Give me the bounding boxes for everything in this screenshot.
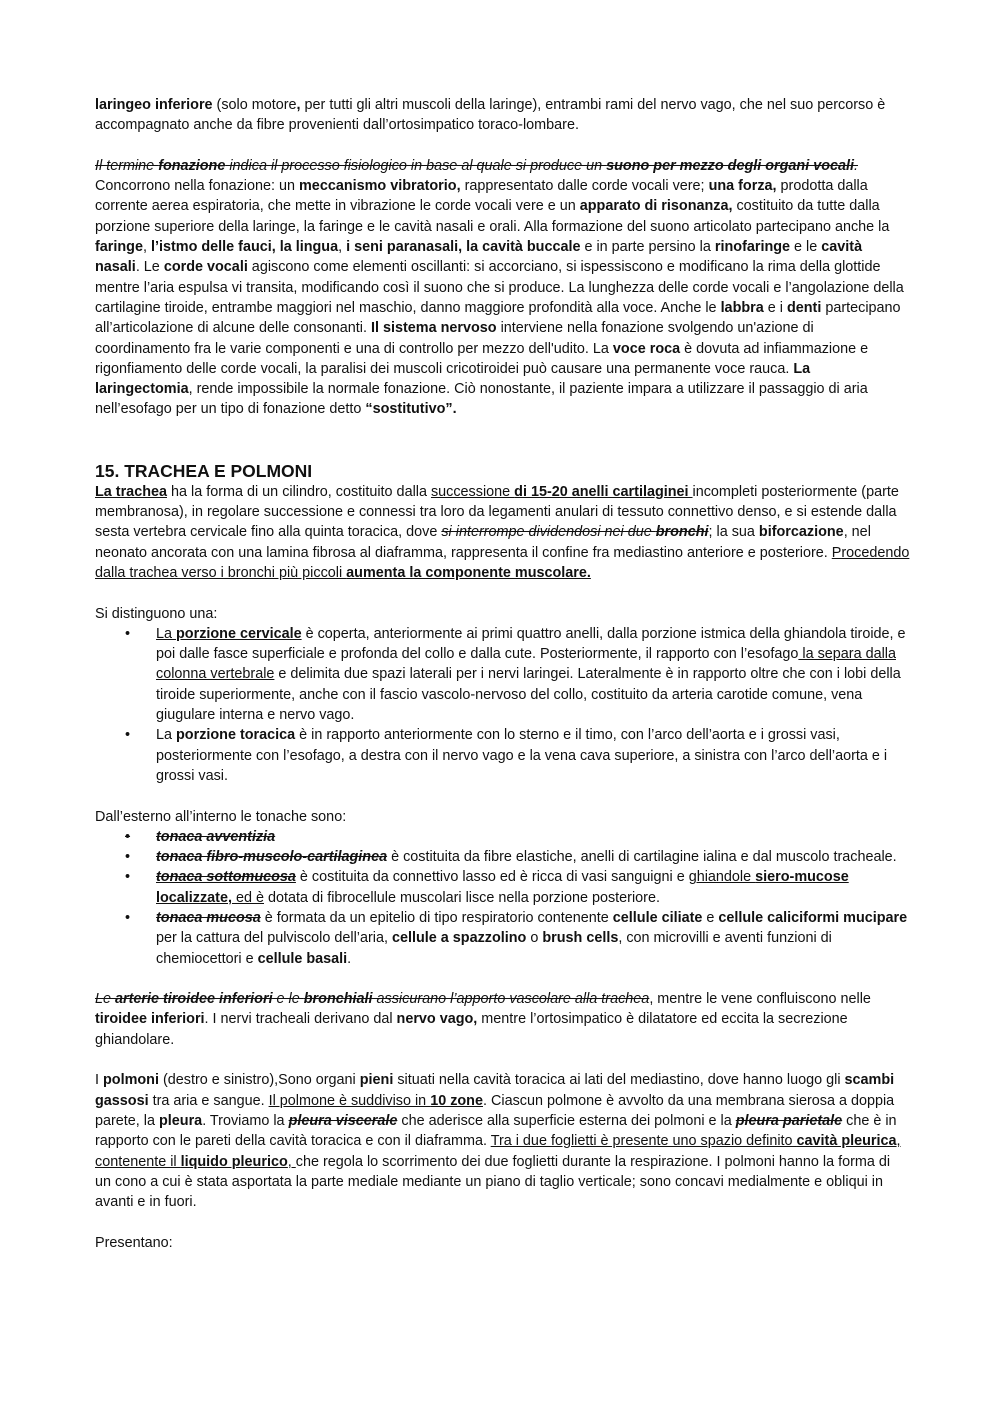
list-item: • tonaca sottomucosa è costituita da connettivo lasso ed è ricca di vasi sanguigni e ghiandole siero-mucose localizzate, ed è dotata di fibrocellule muscolari lisce nella porzione posteriore. [95, 867, 910, 908]
spacer [95, 136, 910, 156]
paragraph-fonazione: Il termine fonazione indica il processo fisiologico in base al quale si produce un suono per mezzo degli organi vocali. Concorrono nella fonazione: un meccanismo vibratorio, rappresentato dalle corde vocali vere; una forza, prodotta dalla corrente aerea espiratoria, che mette in vibrazione le corde vocali vere e un apparato di risonanza, costituito da tutte dalla porzione superiore della laringe, la faringe e le cavità nasali e orali. Alla formazione del suono articolato partecipano anche la faringe, l’istmo delle fauci, la lingua, i seni paranasali, la cavità buccale e in parte persino la rinofaringe e le cavità nasali. Le corde vocali agiscono come elementi oscillanti: si accorciano, si ispessiscono e modificano la rima della glottide mentre l’aria espulsa vi transita, modificando così il suono che si produce. La lunghezza delle corde vocali e l’angolazione della cartilagine tiroide, entrambe maggiori nel maschio, danno maggiore profondità alla voce. Anche le labbra e i denti partecipano all’articolazione di alcune delle consonanti. Il sistema nervoso interviene nella fonazione svolgendo un'azione di coordinamento fra le varie componenti e una di controllo per mezzo dell'udito. La voce roca è dovuta ad infiammazione e rigonfiamento delle corde vocali, la paralisi dei muscoli cricotiroidei può causare una permanente voce rauca. La laringectomia, rende impossibile la normale fonazione. Ciò nonostante, il paziente impara a utilizzare il passaggio di aria nell’esofago per un tipo di fonazione detto “sostitutivo”. [95, 157, 904, 418]
paragraph-intro-tonache: Dall’esterno all’interno le tonache sono: [95, 808, 347, 825]
spacer [95, 1050, 910, 1070]
spacer [95, 786, 910, 806]
list-item: • tonaca mucosa è formata da un epitelio di tipo respiratorio contenente cellule ciliate e cellule caliciformi mucipare per la cattura del pulviscolo dell’aria, cellule a spazzolino o brush cells, con microvilli e aventi funzioni di chemiocettori e cellule basali. [95, 908, 910, 969]
spacer [95, 1212, 910, 1232]
paragraph-presentano: Presentano: [95, 1234, 173, 1251]
paragraph-laringe-nerves: laringeo inferiore (solo motore, per tutti gli altri muscoli della laringe), entrambi rami del nervo vago, che nel suo percorso è accompagnato anche da fibre provenienti dall’ortosimpatico toraco-lombare. [95, 97, 886, 134]
list-item: • La porzione cervicale è coperta, anteriormente ai primi quattro anelli, dalla porzione istmica della ghiandola tiroide, e poi dalle fasce superficiale e profonda del collo e dalla cute. Posteriormente, il rapporto con l’esofago la separa dalla colonna vertebrale e delimita due spazi laterali per i nervi laringei. Lateralmente è in rapporto oltre che con i lobi della tiroide superiormente, anche con il fascio vascolo-nervoso del collo, costituito da arteria carotide comune, vena giugulare interna e nervo vago. [95, 624, 910, 725]
portions-list [95, 624, 910, 786]
paragraph-trachea: La trachea ha la forma di un cilindro, costituito dalla successione di 15-20 anelli cartilaginei incompleti posteriormente (parte membranosa), in regolare successione e connessi tra loro da legamenti anulari di tessuto connettivo denso, e si estende dalla sesta vertebra cervicale fino alla quinta toracica, dove si interrompe dividendosi nei due bronchi; la sua biforcazione, nel neonato ancorata con una lamina fibrosa al diaframma, rappresenta il confine fra mediastino anteriore e posteriore. Procedendo dalla trachea verso i bronchi più piccoli aumenta la componente muscolare. [95, 483, 910, 581]
spacer [95, 969, 910, 989]
tonache-list [95, 827, 910, 969]
list-item: • tonaca avventizia [95, 827, 910, 847]
list-item: • tonaca fibro-muscolo-cartilaginea è costituita da fibre elastiche, anelli di cartilagine ialina e dal muscolo tracheale. [95, 847, 910, 867]
paragraph-intro-portions: Si distinguono una: [95, 605, 218, 622]
spacer [95, 583, 910, 603]
document-page [95, 95, 910, 1253]
section-heading: 15. TRACHEA E POLMONI [95, 460, 313, 481]
paragraph-vascolarizzazione: Le arterie tiroidee inferiori e le bronchiali assicurano l’apporto vascolare alla trachea, mentre le vene confluiscono nelle tiroidee inferiori. I nervi tracheali derivano dal nervo vago, mentre l’ortosimpatico è dilatatore ed eccita la secrezione ghiandolare. [95, 991, 871, 1048]
spacer [95, 420, 910, 460]
list-item: • La porzione toracica è in rapporto anteriormente con lo sterno e il timo, con l’arco dell’aorta e i grossi vasi, posteriormente con l’esofago, a destra con il nervo vago e la vena cava superiore, a sinistra con l’arco dell’aorta e i grossi vasi. [95, 725, 910, 786]
paragraph-polmoni: I polmoni (destro e sinistro),Sono organi pieni situati nella cavità toracica ai lati del mediastino, dove hanno luogo gli scambi gassosi tra aria e sangue. Il polmone è suddiviso in 10 zone. Ciascun polmone è avvolto da una membrana sierosa a doppia parete, la pleura. Troviamo la pleura viscerale che aderisce alla superficie esterna dei polmoni e la pleura parietale che è in rapporto con le pareti della cavità toracica e con il diaframma. Tra i due foglietti è presente uno spazio definito cavità pleurica, contenente il liquido pleurico, che regola lo scorrimento dei due foglietti durante la respirazione. I polmoni hanno la forma di un cono a cui è stata asportata la parte mediale mediante un piano di taglio verticale; sono concavi medialmente e obliqui in avanti e in fuori. [95, 1072, 901, 1211]
